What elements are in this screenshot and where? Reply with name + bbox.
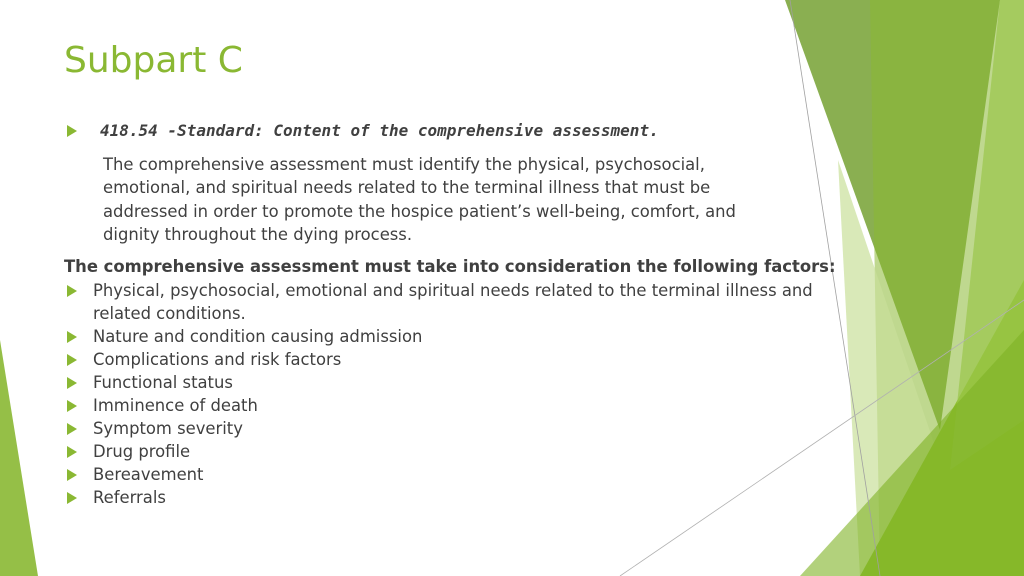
slide-title: Subpart C: [64, 40, 243, 81]
factor-list: [64, 279, 834, 509]
triangle-right-icon: [67, 492, 77, 504]
list-item-text: Physical, psychosocial, emotional and spiritual needs related to the terminal illness and related conditions.: [93, 281, 813, 323]
list-item: [64, 348, 834, 371]
list-item-text: Drug profile: [93, 442, 191, 461]
list-item: [64, 394, 834, 417]
list-item-text: Bereavement: [93, 465, 204, 484]
list-item: [64, 371, 834, 394]
list-item: [64, 417, 834, 440]
triangle-right-icon: [67, 377, 77, 389]
standard-heading: 418.54 -Standard: Content of the comprehensive assessment.: [100, 121, 659, 140]
triangle-right-icon: [67, 331, 77, 343]
triangle-right-icon: [67, 125, 77, 137]
triangle-right-icon: [67, 285, 77, 297]
list-item: [64, 325, 834, 348]
triangle-right-icon: [67, 446, 77, 458]
factors-heading: The comprehensive assessment must take into consideration the following factors:: [64, 257, 836, 276]
list-item: [64, 440, 834, 463]
list-item-text: Nature and condition causing admission: [93, 327, 423, 346]
left-accent-shape: [0, 340, 38, 576]
list-item: [64, 463, 834, 486]
list-item-text: Symptom severity: [93, 419, 243, 438]
list-item-text: Imminence of death: [93, 396, 258, 415]
triangle-right-icon: [67, 354, 77, 366]
standard-body: The comprehensive assessment must identify the physical, psychosocial, emotional, and spiritual needs related to the terminal illness that must be addressed in order to promote the hospice patient’s well-being, comfort, and dignity throughout the dying process.: [103, 155, 736, 244]
triangle-right-icon: [67, 400, 77, 412]
list-item: [64, 486, 834, 509]
triangle-right-icon: [67, 423, 77, 435]
list-item-text: Complications and risk factors: [93, 350, 342, 369]
list-item-text: Functional status: [93, 373, 233, 392]
list-item: [64, 279, 834, 325]
triangle-right-icon: [67, 469, 77, 481]
list-item-text: Referrals: [93, 488, 166, 507]
